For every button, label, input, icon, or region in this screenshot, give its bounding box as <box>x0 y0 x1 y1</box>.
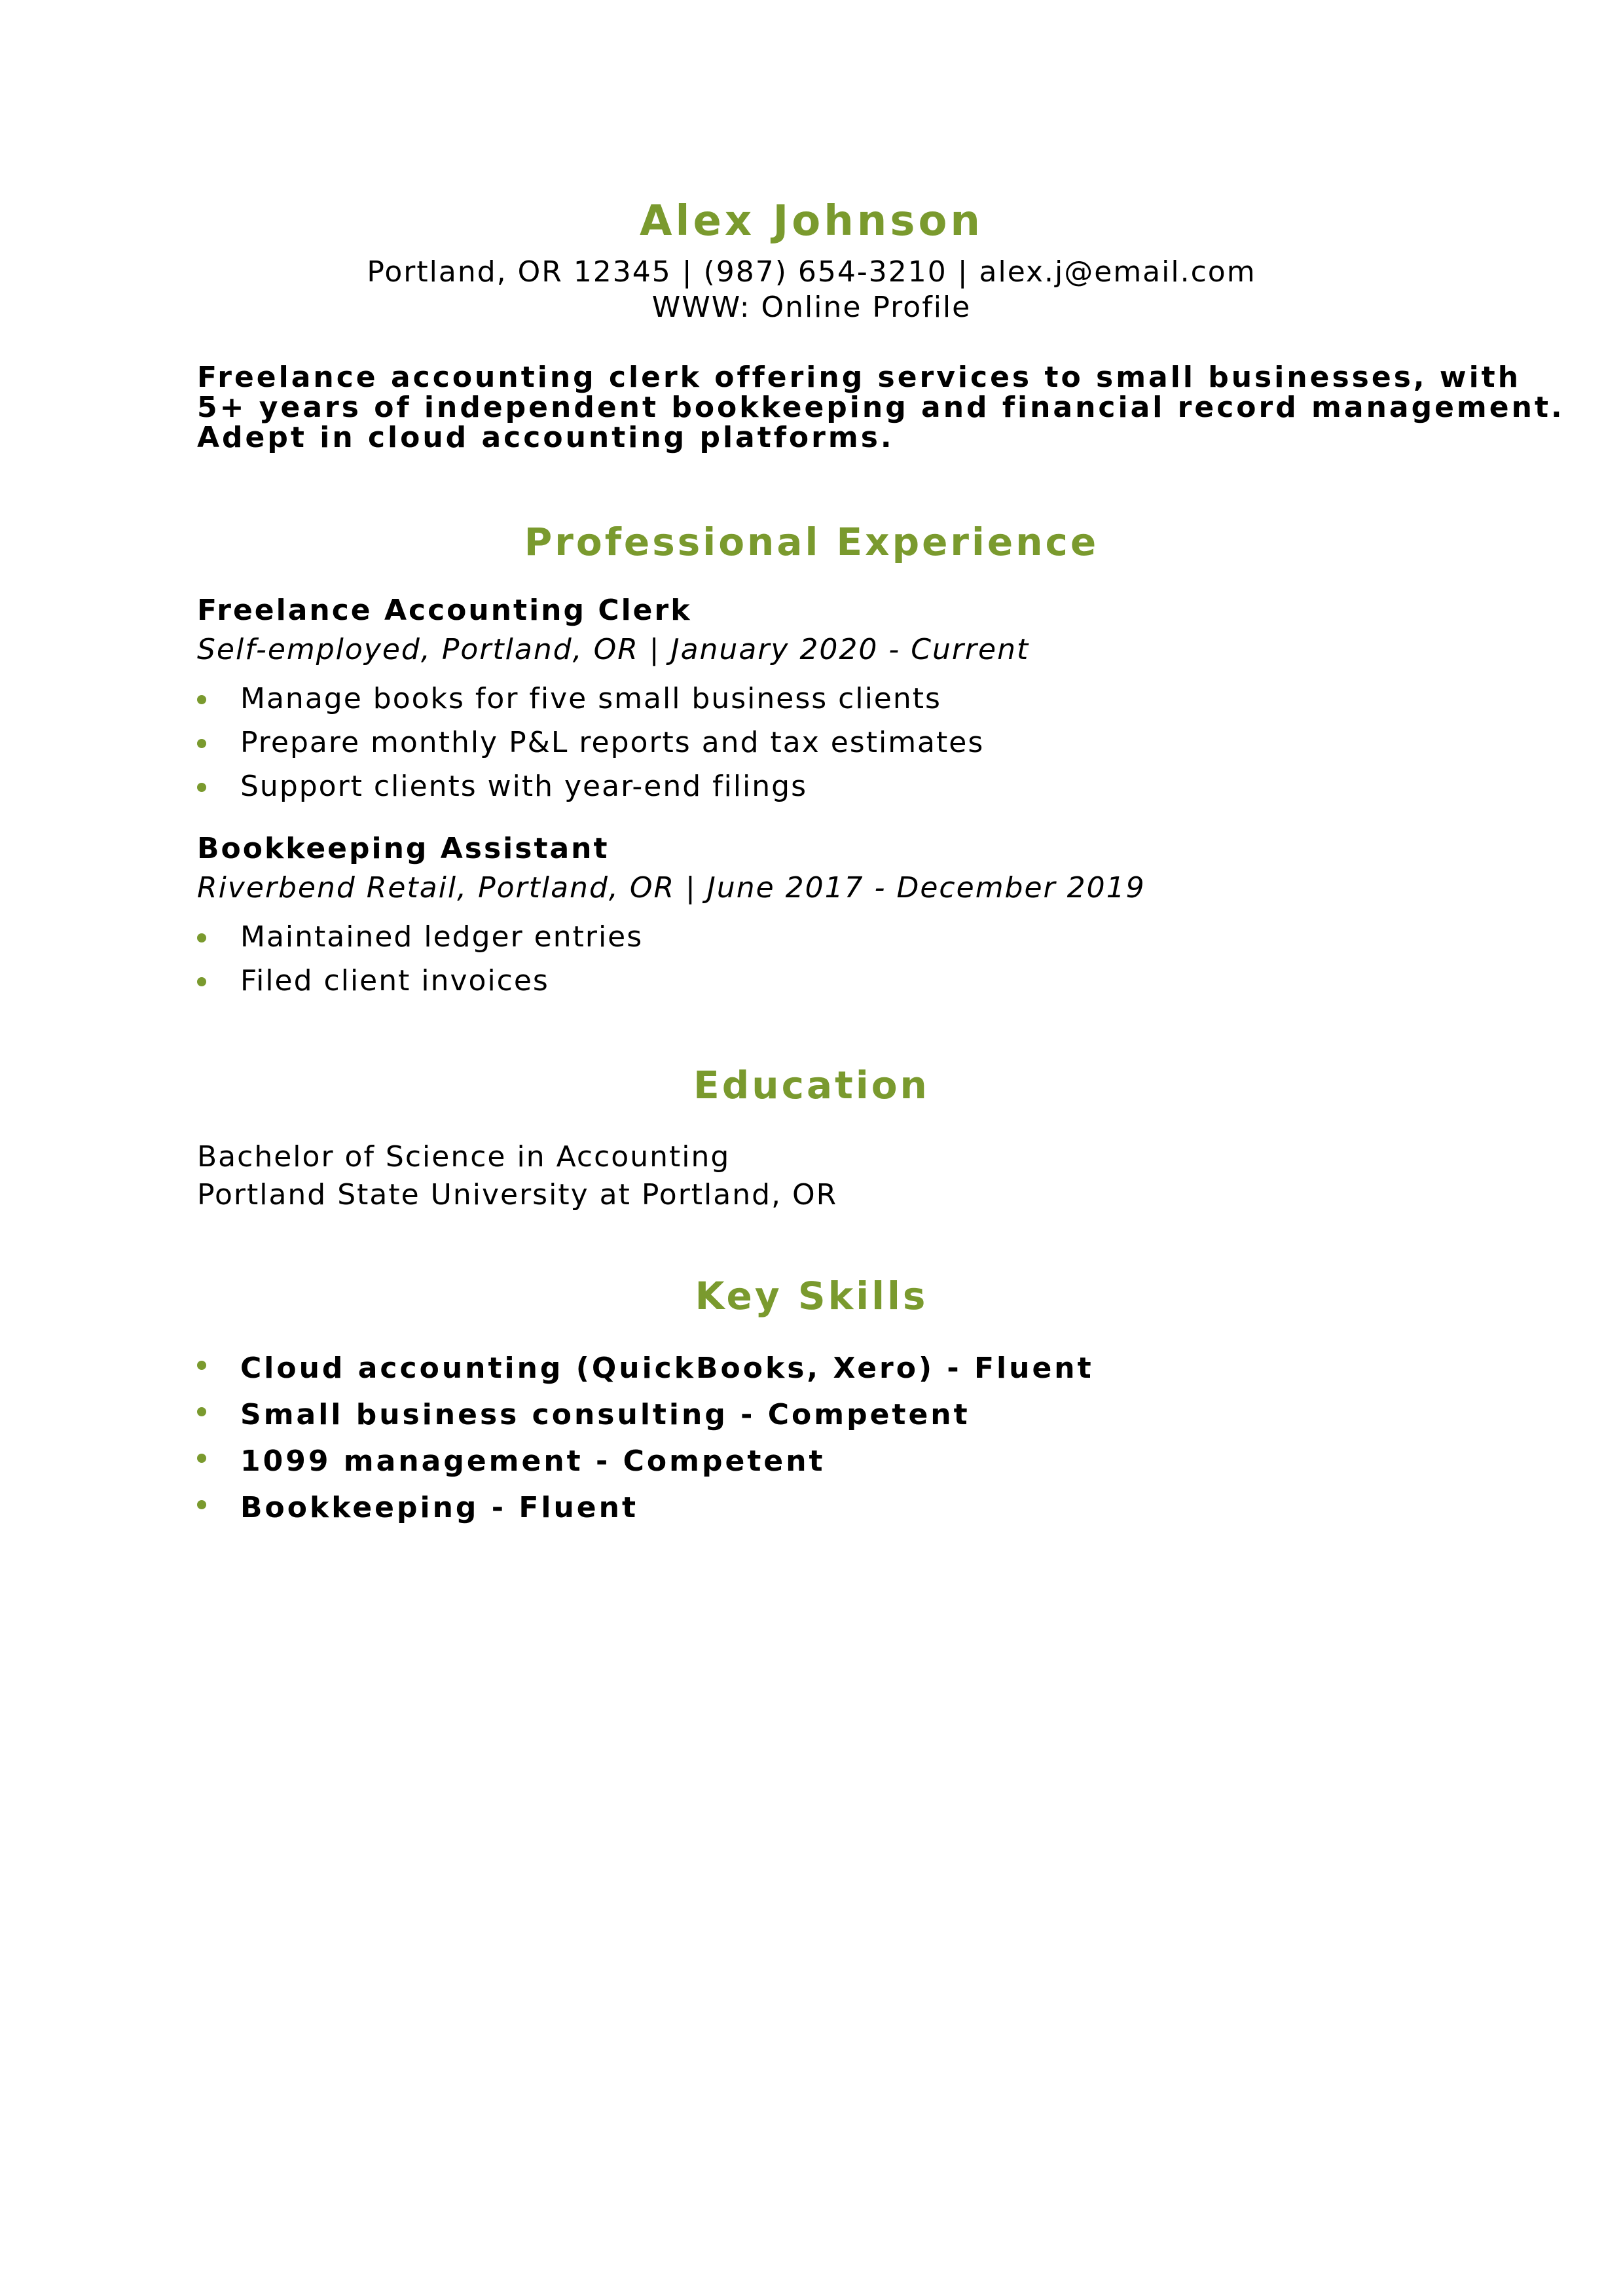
education-heading: Education <box>693 1063 930 1107</box>
job-title: Freelance Accounting Clerk <box>197 594 692 627</box>
job-meta: Self-employed, Portland, OR | January 2020 - Current <box>197 633 1030 666</box>
skill-text: Bookkeeping - Fluent <box>240 1491 638 1524</box>
bullet-dot-icon <box>197 739 206 748</box>
candidate-name: Alex Johnson <box>640 197 983 245</box>
skill-text: Cloud accounting (QuickBooks, Xero) - Fluent <box>240 1352 1094 1385</box>
summary-line: Adept in cloud accounting platforms. <box>197 421 894 454</box>
bullet-dot-icon <box>197 1361 206 1370</box>
bullet-text: Support clients with year-end filings <box>240 770 808 803</box>
bullet-text: Filed client invoices <box>240 964 549 997</box>
professional-summary <box>197 363 1565 453</box>
bullet-text: Maintained ledger entries <box>240 920 644 954</box>
bullet-dot-icon <box>197 1454 206 1463</box>
skill-text: Small business consulting - Competent <box>240 1398 970 1431</box>
education-degree: Bachelor of Science in Accounting <box>197 1140 731 1174</box>
bullet-text: Manage books for five small business clients <box>240 682 941 715</box>
job-meta: Riverbend Retail, Portland, OR | June 2017 - December 2019 <box>197 871 1146 905</box>
skill-text: 1099 management - Competent <box>240 1444 826 1478</box>
contact-line: Portland, OR 12345 | (987) 654-3210 | alex.j@email.com <box>367 255 1256 289</box>
education-school: Portland State University at Portland, OR <box>197 1178 838 1211</box>
bullet-text: Prepare monthly P&L reports and tax estimates <box>240 726 985 759</box>
experience-heading: Professional Experience <box>524 520 1099 564</box>
bullet-dot-icon <box>197 1500 206 1509</box>
skills-heading: Key Skills <box>695 1274 928 1318</box>
bullet-dot-icon <box>197 977 206 986</box>
bullet-dot-icon <box>197 783 206 792</box>
bullet-dot-icon <box>197 933 206 942</box>
summary-line: Freelance accounting clerk offering services to small businesses, with <box>197 361 1522 394</box>
summary-line: 5+ years of independent bookkeeping and financial record management. <box>197 391 1565 424</box>
bullet-dot-icon <box>197 1407 206 1416</box>
web-profile-line: WWW: Online Profile <box>651 291 972 324</box>
bullet-dot-icon <box>197 695 206 704</box>
job-title: Bookkeeping Assistant <box>197 832 610 865</box>
